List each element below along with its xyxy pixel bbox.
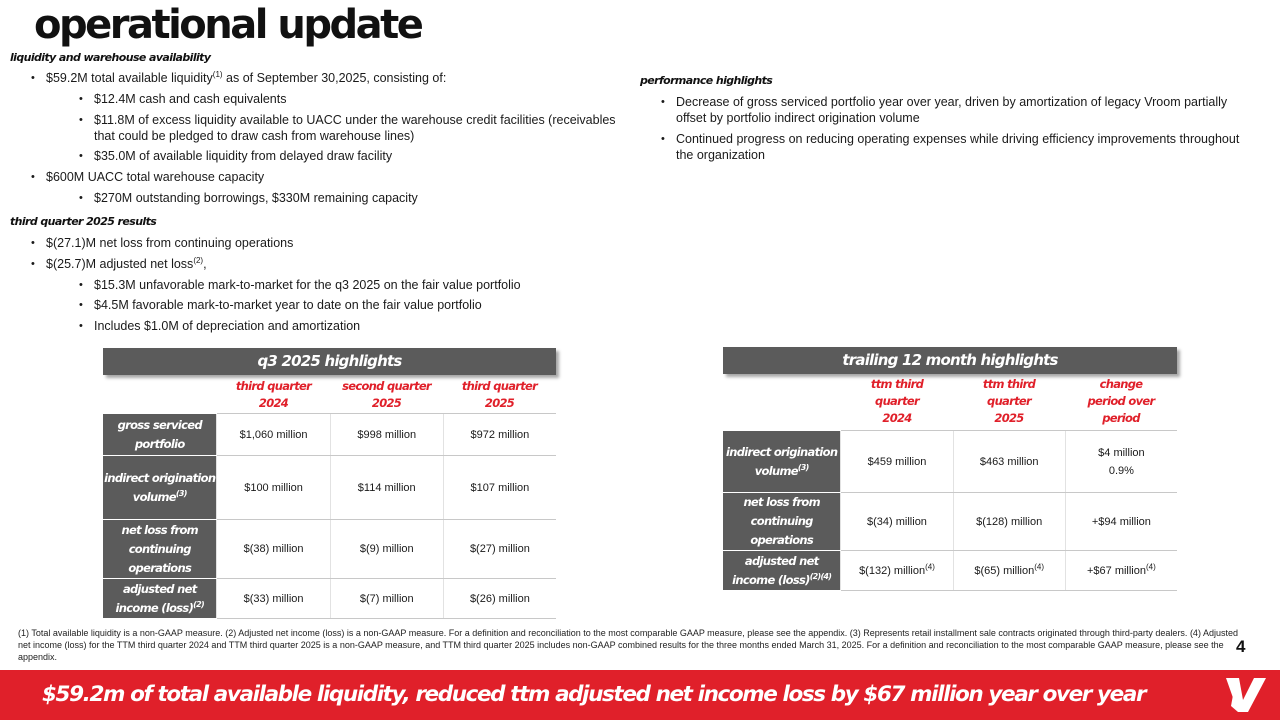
table-cell — [330, 579, 443, 619]
table-cell — [841, 431, 953, 493]
footnote-ref: (4) — [1146, 561, 1156, 571]
cell-value: $(132) million — [859, 564, 926, 577]
footnote-ref: (4) — [925, 561, 935, 571]
page-title: operational update — [34, 2, 422, 48]
footnote-ref: (2) — [193, 599, 204, 609]
cell-value: $972 million — [470, 428, 530, 441]
row-label-text: net loss from continuing operations — [121, 522, 198, 575]
bullet-text-cont: as of September 30,2025, consisting of: — [222, 71, 447, 85]
bullet-item — [676, 131, 1256, 163]
footnote: (1) Total available liquidity is a non-GAAP measure. (2) Adjusted net income (loss) is a non-GAAP measure. For a definition and reconciliation to the most comparable GAAP measure, please see the appendix. (3) Represents retail installment sale contracts originated through third-party dealers. (4) Adjusted net income (loss) for the TTM third quarter 2024 and TTM third quarter 2025 is a non-GAAP measure, and TTM third quarter 2025 includes non-GAAP combined results for the three months ended March 31, 2025. For a definition and reconciliation to the most comparable GAAP measure, please see the appendix. — [18, 628, 1238, 662]
page-number: 4 — [1236, 637, 1246, 656]
table-row — [723, 431, 1177, 493]
performance-heading: performance highlights — [640, 74, 773, 87]
bullet-text: Continued progress on reducing operating expenses while driving efficiency improvements throughout the organization — [676, 131, 1240, 162]
cell-value: $1,060 million — [239, 428, 308, 441]
footnote-ref: (2) — [193, 255, 204, 265]
bullet-text: $600M UACC total warehouse capacity — [46, 170, 265, 185]
cell-value: $4 million 0.9% — [1098, 446, 1145, 477]
bullet-text: $270M outstanding borrowings, $330M remaining capacity — [94, 190, 418, 205]
bullet-item — [676, 94, 1256, 126]
table-cell — [953, 493, 1065, 551]
q3-table-title: q3 2025 highlights — [103, 348, 556, 375]
bullet-item — [94, 148, 616, 164]
bullet-text-cont: , — [203, 256, 207, 271]
table-cell — [330, 456, 443, 520]
row-label-text: adjusted net income (loss) — [115, 581, 197, 615]
bullet-text: $35.0M of available liquidity from delayed draw facility — [94, 149, 393, 164]
cell-value: $107 million — [470, 481, 530, 494]
bullet-item — [46, 256, 616, 272]
row-label — [723, 493, 841, 551]
bullet-item — [94, 91, 616, 107]
bullet-text: $4.5M favorable mark-to-market year to date on the fair value portfolio — [94, 298, 482, 313]
row-label — [103, 456, 217, 520]
table-cell — [1065, 493, 1177, 551]
bullet-text: $11.8M of excess liquidity available to UACC under the warehouse credit facilities (receivables that could be pledged to draw cash from warehouse lines) — [94, 112, 616, 143]
cell-value: $(9) million — [359, 543, 414, 555]
results-list — [46, 235, 616, 339]
bullet-text: Includes $1.0M of depreciation and amortization — [94, 319, 361, 334]
row-label — [103, 520, 217, 579]
cell-value: $(27) million — [469, 543, 530, 555]
column-header: second quarter 2025 — [342, 379, 431, 410]
column-header: change period over period — [1087, 377, 1155, 425]
ttm-highlights-table — [723, 430, 1177, 591]
liquidity-heading: liquidity and warehouse availability — [10, 51, 211, 64]
row-label-text: net loss from continuing operations — [743, 495, 820, 547]
table-cell — [217, 579, 330, 619]
footnote-ref: (1) — [212, 69, 223, 79]
cell-value: $998 million — [357, 428, 417, 441]
cell-value: +$67 million — [1086, 564, 1146, 577]
performance-list — [676, 94, 1256, 168]
bullet-item — [94, 277, 616, 293]
cell-value: $(26) million — [469, 592, 530, 605]
table-cell — [217, 456, 330, 520]
table-cell — [217, 520, 330, 579]
footnote-ref: (3) — [797, 462, 809, 472]
column-header: ttm third quarter 2024 — [870, 377, 924, 425]
bullet-text: $(27.1)M net loss from continuing operations — [46, 236, 294, 250]
cell-value: $(7) million — [359, 592, 414, 605]
cell-value: $(65) million — [974, 564, 1035, 577]
table-cell — [1065, 551, 1177, 591]
table-row — [103, 456, 556, 520]
bullet-item — [46, 169, 616, 185]
row-label — [103, 579, 217, 619]
footnote-ref: (4) — [1034, 561, 1045, 571]
table-cell — [443, 579, 556, 619]
cell-value: $(34) million — [867, 515, 927, 528]
cell-value: $463 million — [979, 455, 1039, 468]
liquidity-list — [46, 70, 616, 211]
bottom-banner — [0, 670, 1280, 720]
table-cell — [1065, 431, 1177, 493]
cell-value: $100 million — [244, 481, 303, 494]
row-label-text: gross serviced portfolio — [117, 417, 202, 451]
table-cell — [841, 493, 953, 551]
bullet-item — [46, 235, 616, 251]
table-cell — [841, 551, 953, 591]
cell-value: $114 million — [357, 481, 416, 494]
row-label — [103, 414, 217, 456]
table-cell — [443, 520, 556, 579]
table-cell — [953, 551, 1065, 591]
row-label-text: adjusted net income (loss) — [732, 553, 819, 587]
footnote-ref: (3) — [175, 488, 187, 498]
table-cell — [443, 414, 556, 456]
table-cell — [443, 456, 556, 520]
row-label-text: indirect origination volume — [104, 470, 216, 504]
cell-value: $459 million — [867, 455, 927, 468]
bullet-item — [94, 112, 616, 144]
row-label — [723, 431, 841, 493]
column-header: third quarter 2025 — [461, 379, 538, 410]
bullet-text: $15.3M unfavorable mark-to-market for the q3 2025 on the fair value portfolio — [94, 277, 521, 292]
table-row — [103, 414, 556, 456]
table-row — [103, 520, 556, 579]
table-cell — [330, 414, 443, 456]
cell-value: $(33) million — [243, 592, 304, 605]
table-cell — [330, 520, 443, 579]
table-cell — [217, 414, 330, 456]
cell-value: +$94 million — [1091, 515, 1151, 528]
ttm-table-title: trailing 12 month highlights — [723, 347, 1177, 374]
bullet-item — [94, 318, 616, 334]
table-cell — [953, 431, 1065, 493]
brand-v-logo-icon — [1226, 676, 1266, 714]
banner-text: $59.2m of total available liquidity, reduced ttm adjusted net income loss by $67 million year over year — [42, 682, 1146, 707]
bullet-item — [94, 190, 616, 206]
table-row — [723, 551, 1177, 591]
column-header: ttm third quarter 2025 — [982, 377, 1036, 425]
row-label — [723, 551, 841, 591]
bullet-text: $12.4M cash and cash equivalents — [94, 91, 287, 106]
bullet-item — [46, 70, 616, 86]
table-row — [723, 493, 1177, 551]
bullet-text: Decrease of gross serviced portfolio year over year, driven by amortization of legacy Vroom partially offset by portfolio indirect origination volume — [676, 95, 1228, 125]
column-header: third quarter 2024 — [235, 379, 312, 410]
cell-value: $(128) million — [976, 515, 1043, 528]
bullet-text: $(25.7)M adjusted net loss — [46, 256, 194, 271]
results-heading: third quarter 2025 results — [10, 215, 157, 228]
bullet-text: $59.2M total available liquidity — [46, 71, 213, 85]
q3-highlights-table — [103, 413, 556, 619]
row-label-text: indirect origination volume — [726, 444, 838, 478]
table-row — [103, 579, 556, 619]
footnote-ref: (2)(4) — [809, 571, 832, 581]
bullet-item — [94, 297, 616, 313]
cell-value: $(38) million — [243, 543, 304, 555]
